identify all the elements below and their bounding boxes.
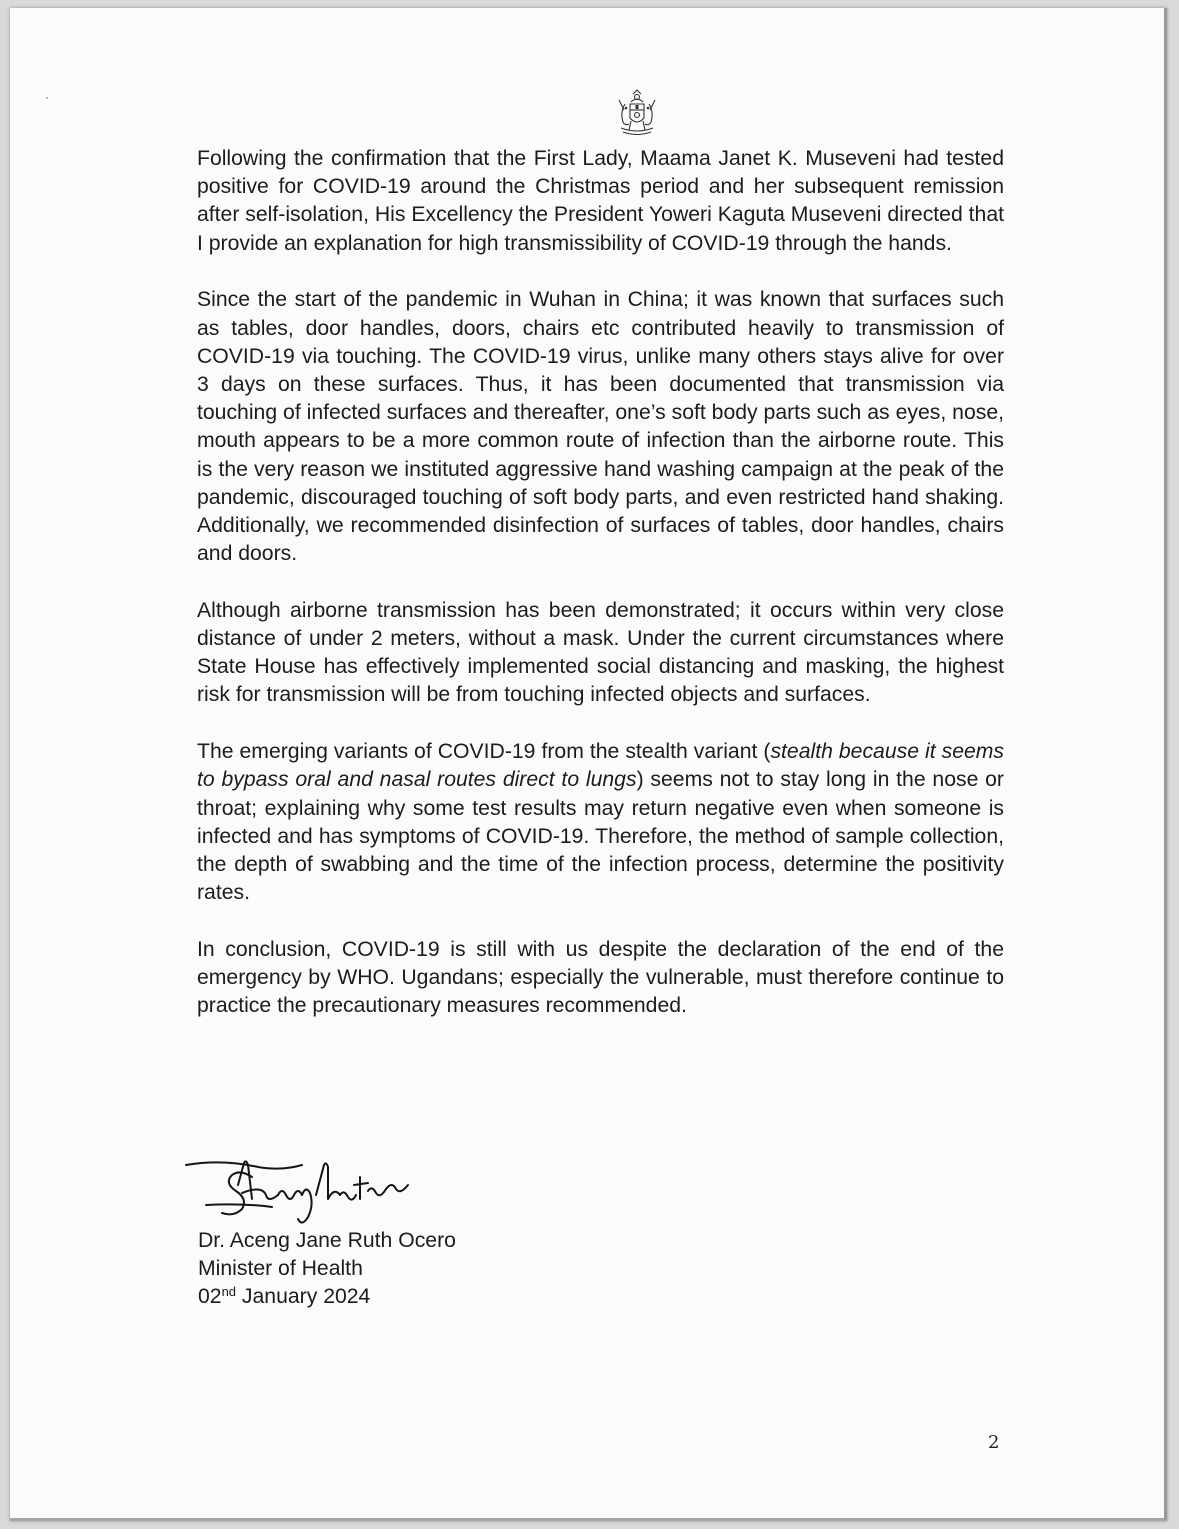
signatory-name: Dr. Aceng Jane Ruth Ocero [198, 1229, 456, 1252]
date-day: 02 [198, 1285, 222, 1308]
scan-speck [46, 97, 48, 99]
paragraph-4-italic: stealth because it seems to bypass oral and nasal routes direct to lungs [197, 740, 1004, 792]
letter-date [198, 1283, 456, 1311]
letter-body [197, 145, 1004, 1020]
paragraph-4-end: ) seems not to stay long in the nose or throat; explaining why some test results may return negative even when someone is infected and has symptoms of COVID-19. Therefore, the method of sample collection, the depth of swabbing and the time of the infection process, determine the positivity rates. [197, 768, 1004, 905]
paragraph-2: Since the start of the pandemic in Wuhan in China; it was known that surfaces such as tables, door handles, doors, chairs etc contributed heavily to transmission of COVID-19 via touching. The COVID-19 virus, unlike many others stays alive for over 3 days on these surfaces. Thus, it has been documented that transmission via touching of infected surfaces and thereafter, one’s soft body parts such as eyes, nose, mouth appears to be a more common route of infection than the airborne route. This is the very reason we instituted aggressive hand washing campaign at the peak of the pandemic, discouraged touching of soft body parts, and even restricted hand shaking. Additionally, we recommended disinfection of surfaces of tables, door handles, chairs and doors. [197, 288, 1004, 566]
handwritten-signature-icon [182, 1155, 422, 1229]
document-page [10, 8, 1167, 1521]
paragraph-4 [197, 738, 1004, 907]
signatory-title: Minister of Health [198, 1257, 363, 1280]
paragraph-3: Although airborne transmission has been demonstrated; it occurs within very close distance of under 2 meters, without a mask. Under the current circumstances where State House has effectively implemented social distancing and masking, the highest risk for transmission will be from touching infected objects and surfaces. [197, 598, 1004, 707]
paragraph-1: Following the confirmation that the First Lady, Maama Janet K. Museveni had tested positive for COVID-19 around the Christmas period and her subsequent remission after self-isolation, His Excellency the President Yoweri Kaguta Museveni directed that I provide an explanation for high transmissibility of COVID-19 through the hands. [197, 147, 1004, 255]
uganda-coat-of-arms-icon [611, 88, 663, 140]
signature-block [198, 1227, 456, 1311]
paragraph-4-start: The emerging variants of COVID-19 from the stealth variant ( [197, 740, 771, 764]
page-number: 2 [988, 1432, 1000, 1453]
paragraph-5: In conclusion, COVID-19 is still with us despite the declaration of the end of the emergency by WHO. Ugandans; especially the vulnerable, must therefore continue to practice the precautionary measures recommended. [197, 937, 1004, 1018]
date-month-year: January 2024 [236, 1285, 371, 1308]
date-suffix: nd [221, 1284, 237, 1299]
